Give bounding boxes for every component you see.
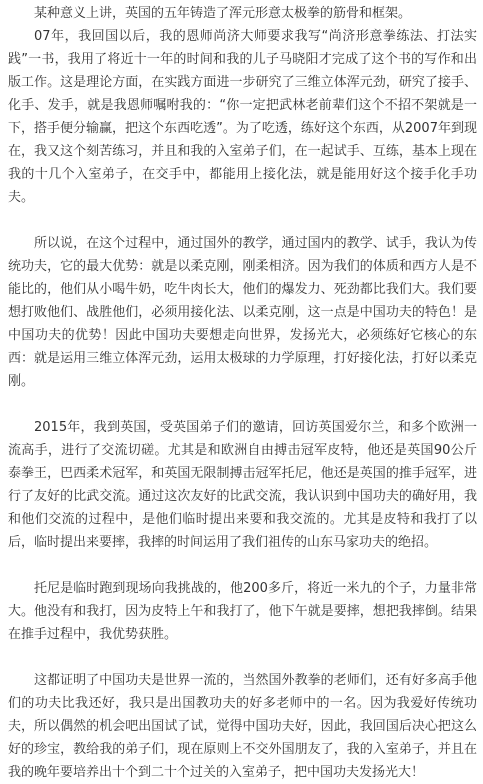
article-paragraph-2: 07年，我回国以后，我的恩师尚济大师要求我写“尚济形意拳练法、打法实践”一书，我用了将近十一年的时间和我的儿子马晓阳才完成了这个书的写作和出版工作。这是理论方面，在实践方面进一步研究了三维立体浑元劲，研究了接手、化手、发手，就是我恩师嘱咐我的：“你一定把武林老前辈们这个不招不架就是一下，搭手便分输赢，把这个东西吃透”。为了吃透，练好这个东西，从2007年到现在，我又这个刻苦练习，并且和我的入室弟子们，在一起试手、互练，基本上现在我的十几个入室弟子，在交手中，都能用上接化法，就是能用好这个接手化手功夫。 — [8, 29, 477, 205]
article-paragraph-5: 托尼是临时跑到现场向我挑战的，他200多斤，将近一米九的个子，力量非常大。他没有和我打，因为皮特上午和我打了，他下午就是要摔，想把我摔倒。结果在推手过程中，我优势获胜。 — [8, 581, 477, 642]
paragraph-gap — [8, 646, 477, 669]
paragraph-gap — [8, 393, 477, 416]
article-paragraph-1: 某种意义上讲，英国的五年铸造了浑元形意太极拳的筋骨和框架。 — [34, 6, 412, 21]
article-paragraph-4: 2015年，我到英国，受英国弟子们的邀请，回访英国爱尔兰，和多个欧洲一流高手，进行了交流切磋。尤其是和欧洲自由搏击冠军皮特，他还是英国90公斤泰拳王，巴西柔术冠军，和英国无限制搏击冠军托尼，他还是英国的推手冠军，进行了友好的比武交流。通过这次友好的比武交流，我认识到中国功夫的确好用，我和他们交流的过程中，是他们临时提出来要和我交流的。尤其是皮特和我打了以后，临时提出来要摔，我摔的时间运用了我们祖传的山东马家功夫的绝招。 — [8, 420, 477, 550]
paragraph-gap — [8, 554, 477, 577]
article-paragraph-6: 这都证明了中国功夫是世界一流的，当然国外教拳的老师们，还有好多高手他们的功夫比我还好，我只是出国教功夫的好多老师中的一名。因为我爱好传统功夫，所以偶然的机会吧出国试了试，觉得中国功夫好，因此，我回国后决心把这么好的珍宝，教给我的弟子们，现在原则上不交外国朋友了，我的入室弟子，并且在我的晚年要培养出十个到二十个过关的入室弟子，把中国功夫发扬光大！ — [8, 673, 477, 780]
article-paragraph-3: 所以说，在这个过程中，通过国外的教学，通过国内的教学、试手，我认为传统功夫，它的最大优势：就是以柔克刚，刚柔相济。因为我们的体质和西方人是不能比的，他们从小喝牛奶，吃牛肉长大，他们的爆发力、死劲都比我们大。我们要想打败他们、战胜他们，必须用接化法、以柔克刚，这一点是中国功夫的特色！是中国功夫的优势！因此中国功夫要想走向世界，发扬光大，必须练好它核心的东西：就是运用三维立体浑元劲，运用太极球的力学原理，打好接化法，打好以柔克刚。 — [8, 236, 477, 389]
paragraph-gap — [8, 209, 477, 232]
